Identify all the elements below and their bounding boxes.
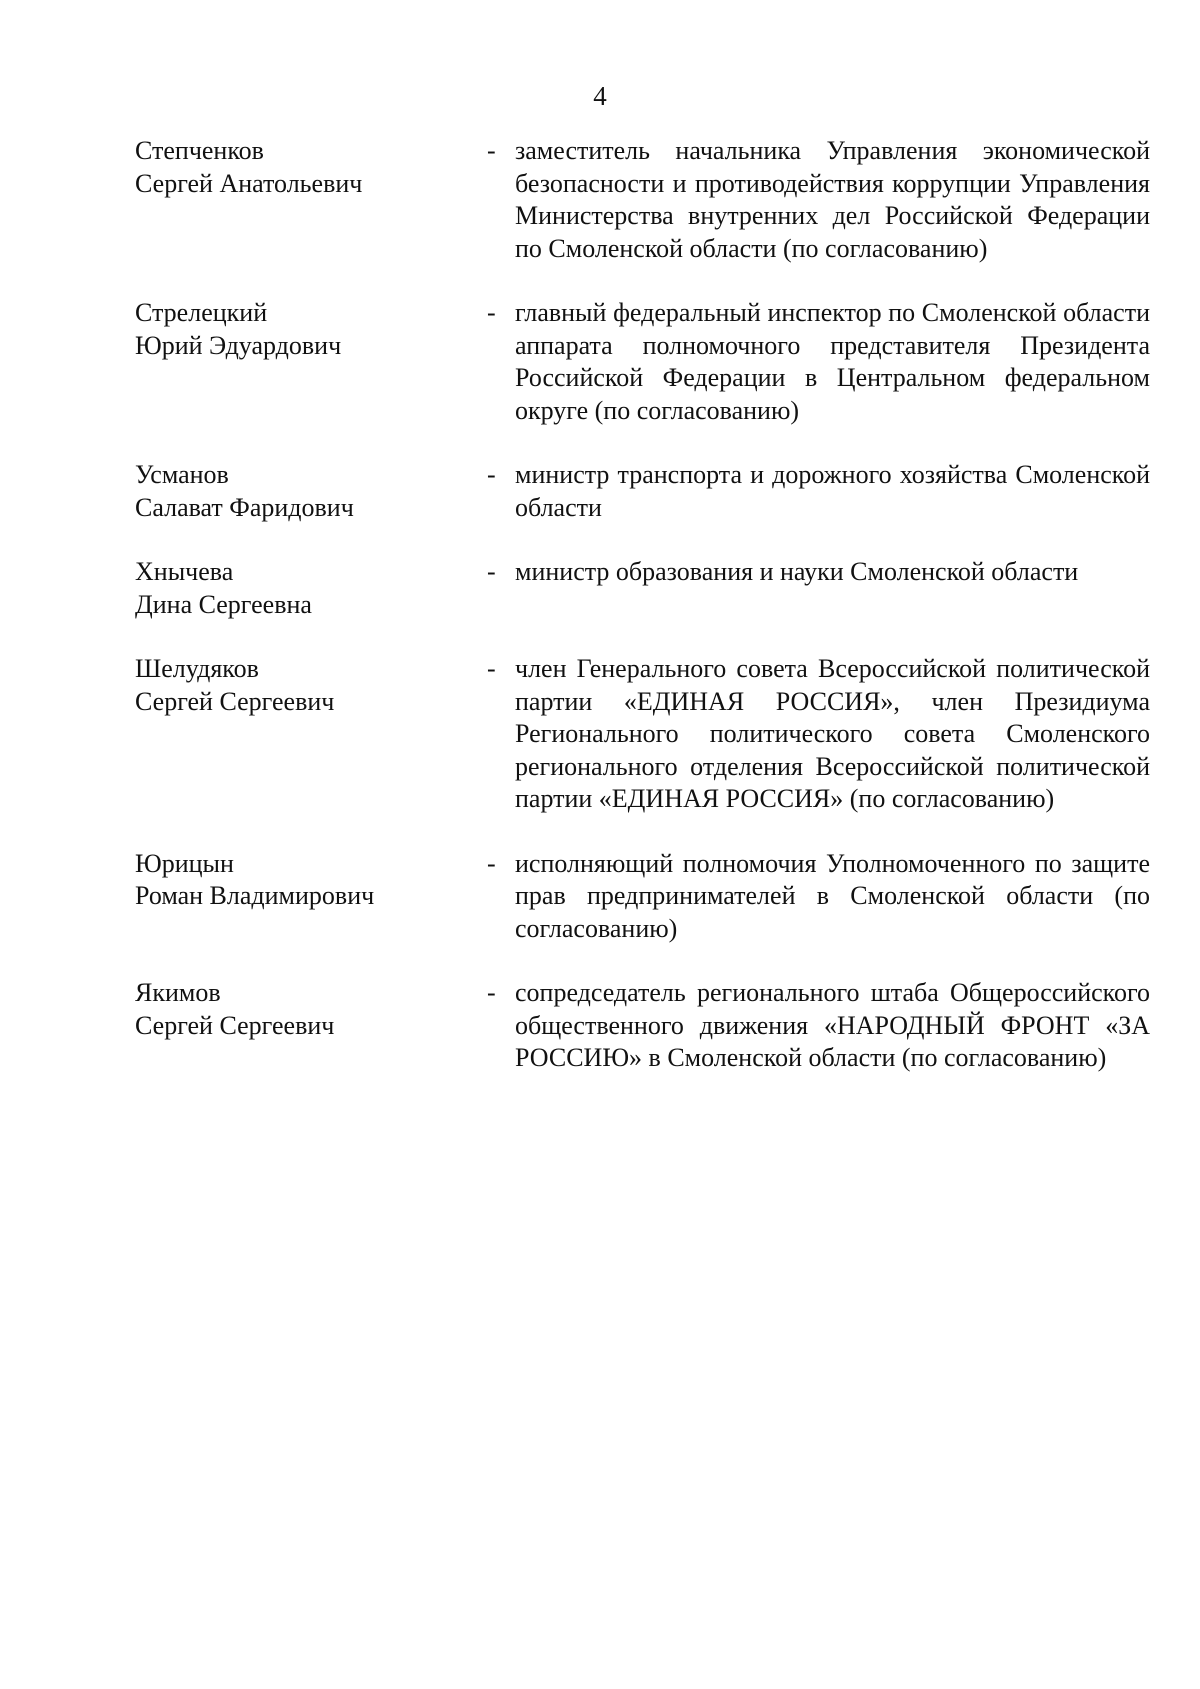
member-given-name: Салават Фаридович bbox=[135, 492, 354, 522]
member-given-name: Сергей Анатольевич bbox=[135, 168, 363, 198]
member-entry bbox=[135, 135, 1150, 265]
member-entry bbox=[135, 297, 1150, 427]
member-surname: Усманов bbox=[135, 460, 229, 489]
member-entry bbox=[135, 653, 1150, 816]
page-number: 4 bbox=[593, 81, 607, 111]
separator-dash: - bbox=[487, 460, 496, 489]
member-surname: Стрелецкий bbox=[135, 298, 268, 327]
member-role: исполняющий полномочия Уполномоченного по защите прав предпринимателей в Смоленской области (по согласованию) bbox=[515, 848, 1150, 943]
member-role: министр образования и науки Смоленской области bbox=[515, 557, 1079, 586]
member-role: министр транспорта и дорожного хозяйства Смоленской области bbox=[515, 460, 1150, 522]
member-surname: Юрицын bbox=[135, 848, 234, 878]
member-name bbox=[135, 135, 485, 265]
member-role: главный федеральный инспектор по Смоленской области аппарата полномочного представителя Президента Российской Федерации в Центральном федеральном округе (по согласованию) bbox=[515, 298, 1150, 425]
member-surname: Хнычева bbox=[135, 557, 234, 586]
member-given-name: Сергей Сергеевич bbox=[135, 1010, 335, 1040]
member-given-name: Сергей Сергеевич bbox=[135, 686, 335, 716]
member-entry bbox=[135, 556, 1150, 621]
member-role: заместитель начальника Управления экономической безопасности и противодействия коррупции Управления Министерства внутренних дел Российской Федерации по Смоленской области (по согласованию) bbox=[515, 136, 1150, 263]
member-name bbox=[135, 848, 485, 946]
separator-dash: - bbox=[487, 557, 496, 586]
member-surname: Шелудяков bbox=[135, 654, 259, 683]
member-given-name: Дина Сергеевна bbox=[135, 589, 312, 619]
separator-dash: - bbox=[487, 848, 496, 878]
member-given-name: Роман Владимирович bbox=[135, 881, 375, 910]
separator-dash: - bbox=[487, 298, 496, 327]
member-entry bbox=[135, 848, 1150, 946]
member-role: сопредседатель регионального штаба Общероссийского общественного движения «НАРОДНЫЙ ФРОНТ «ЗА РОССИЮ» в Смоленской области (по согласованию) bbox=[515, 978, 1150, 1072]
member-name bbox=[135, 977, 485, 1075]
member-surname: Степченков bbox=[135, 136, 264, 165]
member-entry bbox=[135, 459, 1150, 524]
member-surname: Якимов bbox=[135, 978, 221, 1007]
member-name bbox=[135, 653, 485, 816]
member-list bbox=[135, 135, 1150, 1075]
member-name bbox=[135, 297, 485, 427]
member-name bbox=[135, 556, 485, 621]
separator-dash: - bbox=[487, 978, 496, 1007]
member-entry bbox=[135, 977, 1150, 1075]
member-given-name: Юрий Эдуардович bbox=[135, 330, 342, 360]
member-role: член Генерального совета Всероссийской политической партии «ЕДИНАЯ РОССИЯ», член Президиума Регионального политического совета Смоленского регионального отделения Всероссийской политической партии «ЕДИНАЯ РОССИЯ» (по согласованию) bbox=[515, 654, 1150, 813]
member-name bbox=[135, 459, 485, 524]
separator-dash: - bbox=[487, 136, 496, 165]
separator-dash: - bbox=[487, 654, 496, 683]
